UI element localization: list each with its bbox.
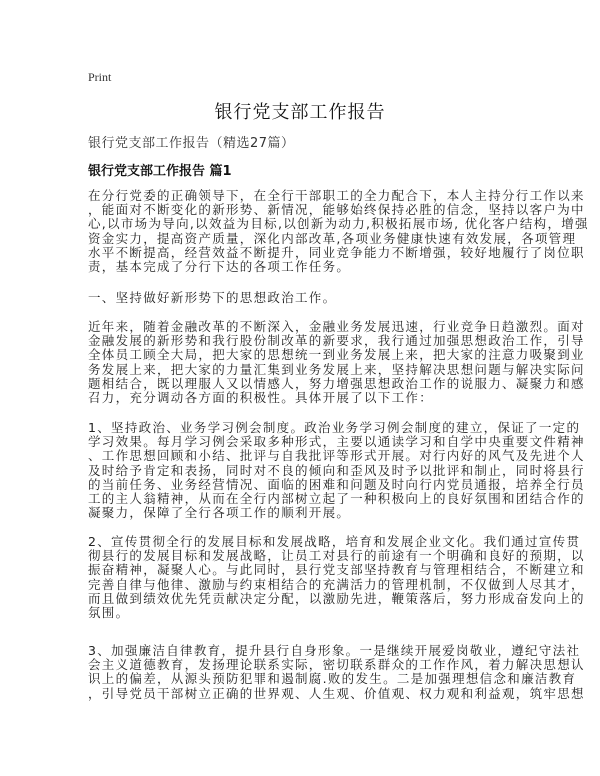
text-line: 彻县行的发展目标和发展战略，让员工对县行的前途有一个明确和良好的预期，以 — [88, 548, 585, 564]
text-line: 召力，充分调动各方面的积极性。具体开展了以下工作： — [88, 389, 434, 405]
text-line: 在分行党委的正确领导下，在全行干部职工的全力配合下，本人主持分行工作以来 — [88, 188, 585, 203]
text-line: 3、加强廉洁自律教育，提升县行自身形象。一是继续开展爱岗敬业，遵纪守法社 — [88, 643, 581, 658]
text-line: 1、坚持政治、业务学习例会制度。政治业务学习例会制度的建立，保证了一定的 — [88, 420, 581, 435]
text-line: 全体员工顾全大局，把大家的思想统一到业务发展上来，把大家的注意力吸聚到业 — [88, 347, 585, 363]
print-link[interactable]: Print — [88, 70, 112, 84]
text-line: 的当前任务、业务经营情况、面临的困难和问题及时向行内党员通报，培养全行员 — [88, 476, 585, 492]
text-line: 心,以市场为导向,以效益为目标,以创新为动力,积极拓展市场, 优化客户结构，增强 — [88, 216, 589, 232]
section-heading: 银行党支部工作报告 篇1 — [88, 164, 232, 179]
text-line: 识上的偏差，从源头预防犯罪和遏制腐.败的发生。二是加强理想信念和廉洁教育 — [88, 671, 577, 687]
text-line: 凝聚力，保障了全行各项工作的顺利开展。 — [88, 505, 351, 521]
paragraph-item-3 — [88, 643, 585, 701]
paragraph-background — [88, 319, 585, 405]
text-line: 近年来，随着金融改革的不断深入，金融业务发展迅速，行业竞争日趋激烈。面对 — [88, 319, 585, 334]
text-line: ，引导党员干部树立正确的世界观、人生观、价值观、权力观和利益观，筑牢思想 — [88, 685, 585, 701]
text-line: 题相结合，既以理服人又以情感人，努力增强思想政治工作的说服力、凝聚力和感 — [88, 375, 585, 391]
text-line: 务发展上来，把大家的力量汇集到业务发展上来，坚持解决思想问题与解决实际问 — [88, 361, 585, 377]
text-line: 水平不断提高，经营效益不断提升，同业竞争能力不断增强，较好地履行了岗位职 — [88, 244, 585, 260]
text-line: 、工作思想回顾和小结、批评与自我批评等形式开展。对行内好的风气及先进个人 — [88, 448, 585, 464]
text-line: 完善自律与他律、激励与约束相结合的充满活力的管理机制，不仅做到人尽其才， — [88, 576, 585, 592]
text-line: 工的主人翁精神，从而在全行内部树立起了一种积极向上的良好氛围和团结合作的 — [88, 490, 585, 506]
text-line: 学习效果。每月学习例会采取多种形式，主要以通读学习和自学中央重要文件精神 — [88, 434, 585, 450]
text-line: 2、宣传贯彻全行的发展目标和发展战略，培育和发展企业文化。我们通过宣传贯 — [88, 534, 581, 549]
text-line: 氛围。 — [88, 604, 130, 620]
document-title: 银行党支部工作报告 — [214, 102, 386, 123]
text-line: 会主义道德教育，发扬理论联系实际，密切联系群众的工作作风，着力解决思想认 — [88, 657, 585, 673]
paragraph-intro — [88, 188, 589, 274]
text-line: 振奋精神，凝聚人心。与此同时，县行党支部坚持教育与管理相结合，不断建立和 — [88, 562, 585, 578]
text-line: 而且做到绩效优先凭贡献决定分配，以激励先进，鞭策落后，努力形成奋发向上的 — [88, 590, 585, 606]
document-subtitle: 银行党支部工作报告（精选27篇） — [88, 136, 295, 151]
text-line: ，能面对不断变化的新形势、新情况，能够始终保持必胜的信念，坚持以客户为中 — [88, 202, 585, 218]
text-line: 责，基本完成了分行下达的各项工作任务。 — [88, 258, 351, 274]
paragraph-item-1 — [88, 420, 585, 521]
paragraph-section-one — [88, 291, 528, 305]
text-line: 金融发展的新形势和我行股份制改革的新要求，我行通过加强思想政治工作，引导 — [88, 333, 585, 349]
text-line: 及时给予肯定和表扬，同时对不良的倾向和歪风及时予以批评和制止，同时将县行 — [88, 462, 585, 478]
text-line: 资金实力，提高资产质量，深化内部改革,各项业务健康快速有效发展，各项管理 — [88, 230, 577, 246]
text-line: 一、坚持做好新形势下的思想政治工作。 — [88, 290, 337, 305]
paragraph-item-2 — [88, 534, 585, 620]
